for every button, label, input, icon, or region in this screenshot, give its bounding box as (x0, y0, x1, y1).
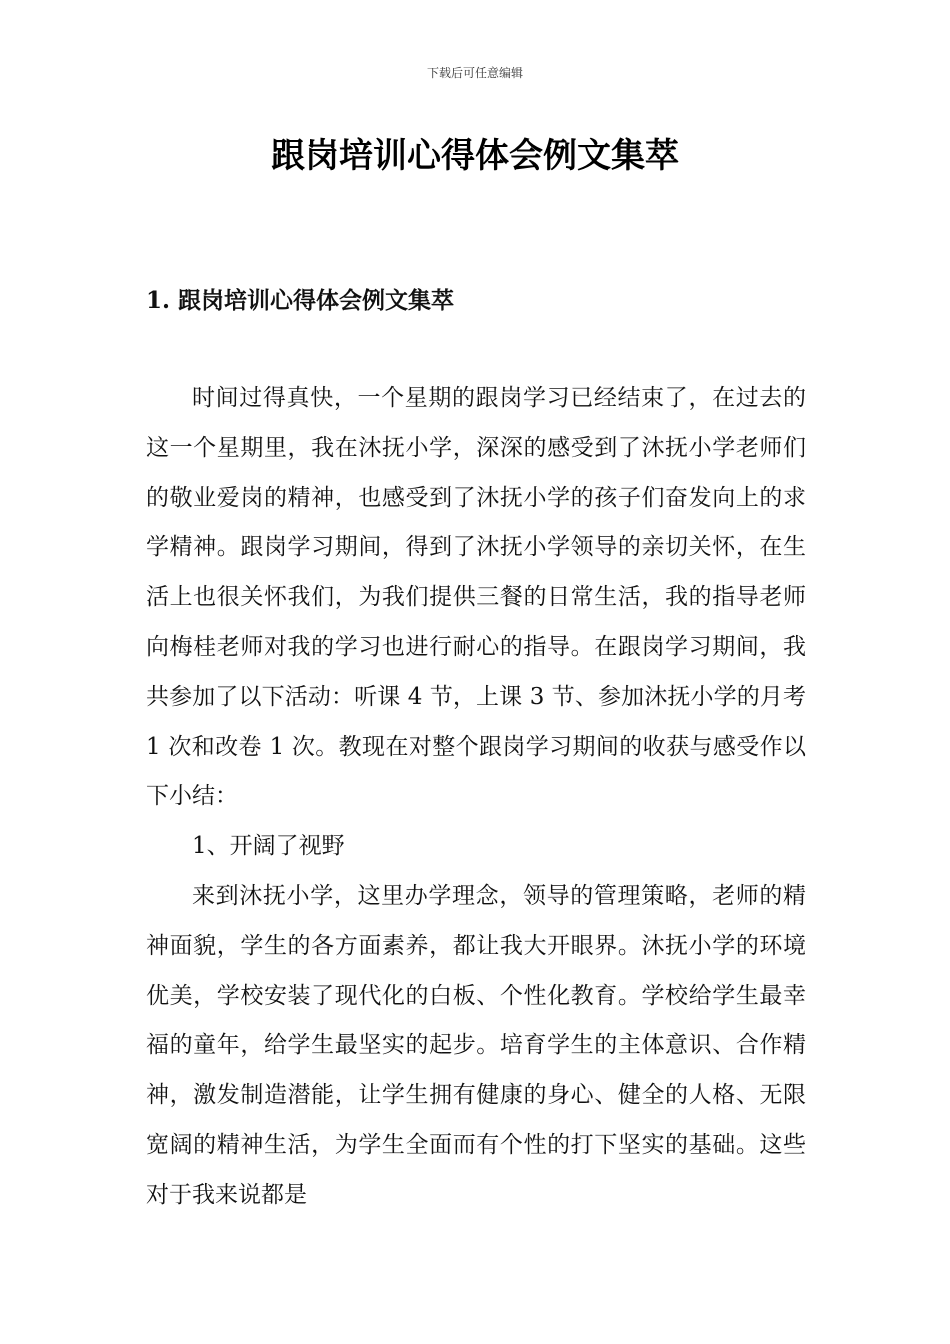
paragraph-intro: 时间过得真快，一个星期的跟岗学习已经结束了，在过去的这一个星期里，我在沐抚小学，深深的感受到了沐抚小学老师们的敬业爱岗的精神，也感受到了沐抚小学的孩子们奋发向上的求学精神。跟岗学习期间，得到了沐抚小学领导的亲切关怀，在生活上也很关怀我们，为我们提供三餐的日常生活，我的指导老师向梅桂老师对我的学习也进行耐心的指导。在跟岗学习期间，我共参加了以下活动：听课 4 节，上课 3 节、参加沐抚小学的月考 1 次和改卷 1 次。教现在对整个跟岗学习期间的收获与感受作以下小结： (146, 385, 806, 810)
section-heading: 1. 跟岗培训心得体会例文集萃 (146, 287, 455, 314)
page-title: 跟岗培训心得体会例文集萃 (271, 136, 679, 176)
paragraph-school-impressions: 来到沐抚小学，这里办学理念，领导的管理策略，老师的精神面貌，学生的各方面素养，都让我大开眼界。沐抚小学的环境优美，学校安装了现代化的白板、个性化教育。学校给学生最幸福的童年，给学生最坚实的起步。培育学生的主体意识、合作精神，激发制造潜能，让学生拥有健康的身心、健全的人格、无限宽阔的精神生活，为学生全面而有个性的打下坚实的基础。这些对于我来说都是 (146, 882, 806, 1208)
header-note: 下载后可任意编辑 (426, 66, 523, 80)
body-text (146, 374, 806, 1221)
subheading-broaden-horizons: 1、开阔了视野 (192, 833, 345, 860)
